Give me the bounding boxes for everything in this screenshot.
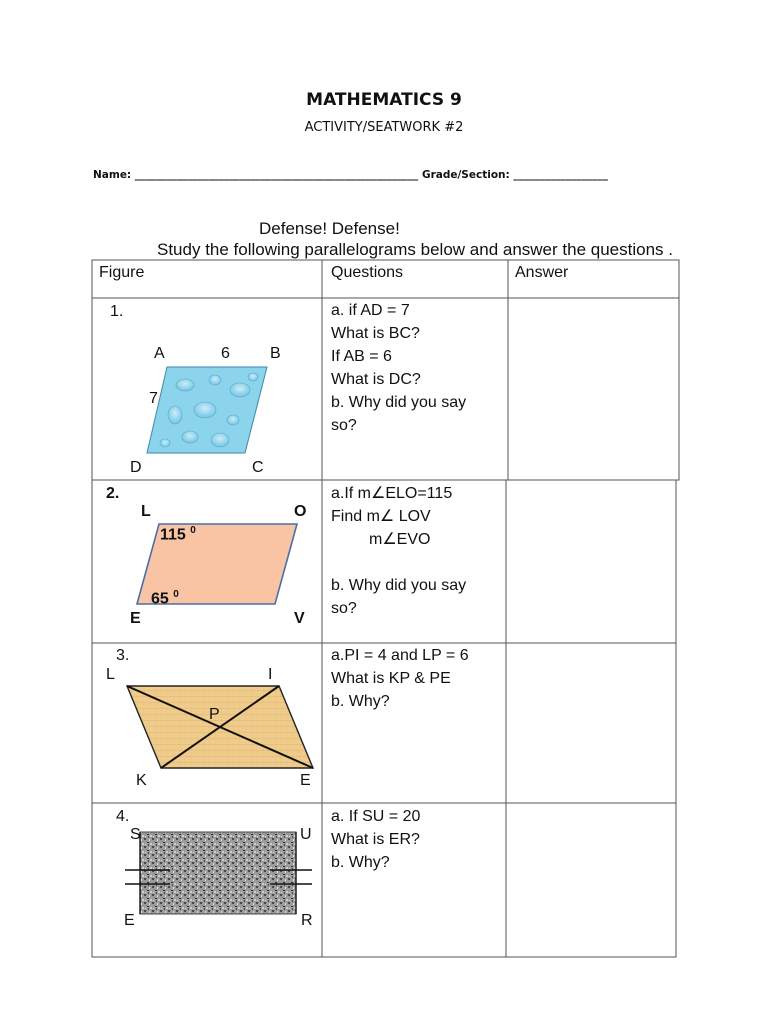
answer-cell-1[interactable]	[509, 299, 678, 479]
worksheet-title: MATHEMATICS 9	[306, 90, 462, 110]
questions-4	[331, 805, 420, 874]
grade-field[interactable]: __________________	[513, 169, 608, 181]
column-header-answer: Answer	[515, 264, 569, 281]
degree-mark: 0	[190, 525, 196, 536]
vertex-label-e: E	[124, 912, 135, 929]
side-label-ad: 7	[149, 390, 158, 407]
column-header-figure: Figure	[99, 264, 145, 281]
vertex-label-l: L	[141, 503, 151, 520]
angle-value: 65	[151, 590, 169, 608]
column-header-questions: Questions	[331, 264, 404, 281]
questions-3	[331, 644, 469, 713]
vertex-label-a: A	[154, 345, 165, 362]
question-line: b. Why?	[331, 854, 390, 871]
angle-value: 115	[160, 526, 186, 544]
question-line: m∠EVO	[369, 531, 431, 548]
vertex-label-l: L	[106, 666, 115, 683]
worksheet-subtitle: ACTIVITY/SEATWORK #2	[304, 120, 464, 135]
name-field[interactable]: ______________________________________________________	[134, 169, 419, 181]
question-line: What is DC?	[331, 371, 421, 388]
questions-1	[331, 299, 466, 437]
angle-label-65	[151, 589, 179, 608]
answer-cell-3[interactable]	[507, 644, 675, 802]
name-label: Name:	[93, 169, 132, 181]
rectangle-suer-figure	[120, 830, 320, 916]
question-line: so?	[331, 417, 357, 434]
intersection-label-p: P	[209, 706, 220, 723]
question-line: a.PI = 4 and LP = 6	[331, 647, 469, 664]
activity-instruction: Study the following parallelograms below and answer the questions .	[157, 240, 673, 259]
vertex-label-c: C	[252, 459, 264, 476]
vertex-label-d: D	[130, 459, 142, 476]
question-line: a. If SU = 20	[331, 808, 421, 825]
vertex-label-b: B	[270, 345, 281, 362]
degree-mark: 0	[173, 589, 179, 600]
question-line: If AB = 6	[331, 348, 392, 365]
vertex-label-v: V	[294, 610, 305, 627]
vertex-label-u: U	[300, 826, 312, 843]
vertex-label-e: E	[300, 772, 311, 789]
vertex-label-k: K	[136, 772, 147, 789]
vertex-label-i: I	[268, 666, 273, 683]
vertex-label-e: E	[130, 610, 141, 627]
figure-number-1: 1.	[110, 303, 124, 320]
question-line: What is KP & PE	[331, 670, 451, 687]
parallelogram-lipk-figure	[125, 684, 315, 770]
question-line: b. Why did you say	[331, 394, 467, 411]
vertex-label-r: R	[301, 912, 313, 929]
side-label-ab: 6	[221, 345, 230, 362]
question-line: What is ER?	[331, 831, 420, 848]
figure-number-2: 2.	[106, 485, 120, 502]
parallelogram-abcd-figure	[145, 365, 270, 455]
answer-cell-2[interactable]	[507, 481, 675, 642]
angle-label-115	[160, 525, 196, 544]
question-line: so?	[331, 600, 357, 617]
question-line: Find m∠ LOV	[331, 508, 431, 525]
question-line: b. Why did you say	[331, 577, 467, 594]
activity-heading: Defense! Defense!	[259, 219, 400, 238]
vertex-label-s: S	[130, 826, 141, 843]
figure-number-4: 4.	[116, 808, 130, 825]
grade-label: Grade/Section:	[421, 169, 510, 181]
vertex-label-o: O	[294, 503, 307, 520]
questions-2	[331, 482, 466, 620]
question-line: a. if AD = 7	[331, 302, 410, 319]
figure-number-3: 3.	[116, 647, 130, 664]
question-line: a.If m∠ELO=115	[331, 485, 453, 502]
question-line: What is BC?	[331, 325, 420, 342]
question-line: b. Why?	[331, 693, 390, 710]
answer-cell-4[interactable]	[507, 804, 675, 956]
